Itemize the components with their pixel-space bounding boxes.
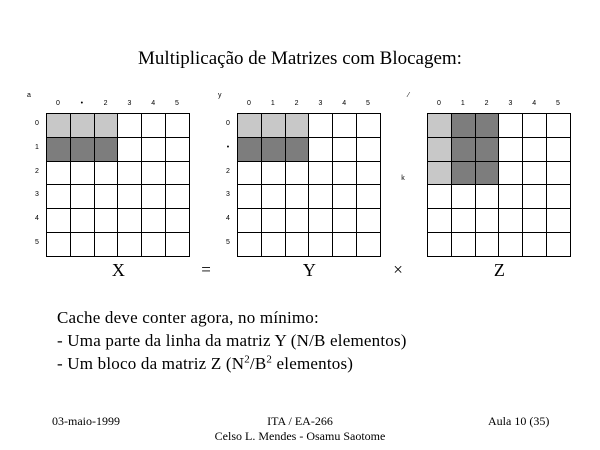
column-index-label: 2 xyxy=(294,100,299,107)
matrix-cell-white xyxy=(333,209,357,233)
row-index-label: 5 xyxy=(226,239,230,246)
matrix-grid xyxy=(237,113,381,257)
matrix-cell-white xyxy=(476,185,500,209)
matrix-cell-white xyxy=(118,185,142,209)
column-index-label: 0 xyxy=(56,100,60,107)
matrix-cell-white xyxy=(309,185,333,209)
matrix-cell-white xyxy=(357,233,381,257)
matrix-cell-dark xyxy=(262,138,286,162)
column-index-label: 5 xyxy=(556,100,560,107)
matrix-cell-light xyxy=(71,114,95,138)
matrix-cell-dark xyxy=(452,114,476,138)
column-index-label: 3 xyxy=(127,100,132,107)
matrix-cell-white xyxy=(166,114,190,138)
matrix-cell-light xyxy=(262,114,286,138)
row-index-label: 2 xyxy=(226,167,230,175)
matrix-cell-white xyxy=(452,185,476,209)
footer-lesson: Aula 10 (35) xyxy=(488,414,550,428)
row-index-label: • xyxy=(226,143,230,151)
matrix-cell-white xyxy=(286,162,310,186)
matrix-cell-dark xyxy=(286,138,310,162)
matrix-cell-light xyxy=(238,114,262,138)
matrix-cell-white xyxy=(286,209,310,233)
matrix-cell-white xyxy=(333,233,357,257)
matrix-cell-white xyxy=(71,233,95,257)
matrix-cell-white xyxy=(547,162,571,186)
matrix-cell-white xyxy=(333,185,357,209)
matrix-cell-white xyxy=(547,114,571,138)
exponent-b: 2 xyxy=(266,353,273,366)
matrix-cell-white xyxy=(95,185,119,209)
matrix-cell-dark xyxy=(476,162,500,186)
matrix-cell-white xyxy=(238,185,262,209)
column-index-label: 2 xyxy=(484,100,489,107)
matrix-corner-mark: a xyxy=(27,92,31,99)
matrix-cell-white xyxy=(357,162,381,186)
matrix-cell-white xyxy=(142,209,166,233)
footer-date: 03-maio-1999 xyxy=(52,414,120,428)
matrix-cell-white xyxy=(142,233,166,257)
column-index-label: 1 xyxy=(270,100,275,107)
matrix-cell-dark xyxy=(476,138,500,162)
row-index-label: 0 xyxy=(226,120,230,127)
matrix-cell-white xyxy=(286,185,310,209)
matrix-cell-white xyxy=(523,185,547,209)
matrix-cell-white xyxy=(166,162,190,186)
column-index-label: 5 xyxy=(175,100,179,107)
matrix-cell-white xyxy=(333,114,357,138)
matrix-cell-dark xyxy=(452,162,476,186)
matrix-cell-white xyxy=(547,233,571,257)
matrix-cell-dark xyxy=(71,138,95,162)
matrix-cell-white xyxy=(452,209,476,233)
matrix-cell-white xyxy=(309,138,333,162)
matrix-cell-white xyxy=(47,233,71,257)
text-line-3-prefix: - Um bloco da matriz Z (N xyxy=(57,354,245,373)
matrix-cell-white xyxy=(95,209,119,233)
matrix-cell-white xyxy=(499,233,523,257)
row-index-label: 5 xyxy=(35,239,39,246)
matrix-cell-white xyxy=(428,233,452,257)
matrix-cell-white xyxy=(357,138,381,162)
matrix-cell-dark xyxy=(452,138,476,162)
matrix-cell-white xyxy=(547,209,571,233)
matrix-label: X xyxy=(111,260,125,280)
matrix-cell-white xyxy=(286,233,310,257)
matrix-cell-light xyxy=(95,114,119,138)
side-index-mark: k xyxy=(401,174,405,182)
matrix-cell-white xyxy=(118,209,142,233)
matrix-grid xyxy=(46,113,190,257)
matrix-cell-white xyxy=(499,114,523,138)
matrix-cell-white xyxy=(523,209,547,233)
text-line-3-suffix: elementos) xyxy=(272,354,354,373)
matrix-label: Y xyxy=(302,260,316,280)
column-index-label: 4 xyxy=(151,100,156,107)
matrix-cell-white xyxy=(357,114,381,138)
row-index-label: 4 xyxy=(226,215,230,223)
matrix-cell-white xyxy=(428,209,452,233)
text-line-1: Cache deve conter agora, no mínimo: xyxy=(57,308,319,327)
matrix-cell-white xyxy=(428,185,452,209)
matrix-corner-mark: y xyxy=(218,92,222,99)
matrix-cell-white xyxy=(142,114,166,138)
column-index-label: 3 xyxy=(508,100,513,107)
matrix-cell-white xyxy=(499,185,523,209)
row-index-label: 3 xyxy=(35,191,39,199)
matrix-cell-white xyxy=(523,233,547,257)
row-index-label: 2 xyxy=(35,167,39,175)
footer-authors: Celso L. Mendes - Osamu Saotome xyxy=(214,429,386,443)
exponent-n: 2 xyxy=(244,353,250,366)
matrix-cell-dark xyxy=(238,138,262,162)
matrix-cell-white xyxy=(262,233,286,257)
text-line-3 xyxy=(57,352,353,375)
matrix-cell-white xyxy=(309,114,333,138)
matrix-cell-white xyxy=(118,114,142,138)
column-index-label: • xyxy=(80,100,84,107)
matrix-cell-white xyxy=(499,138,523,162)
matrix-cell-white xyxy=(523,114,547,138)
matrix-cell-white xyxy=(118,162,142,186)
matrix-cell-white xyxy=(262,185,286,209)
matrix-cell-white xyxy=(47,209,71,233)
matrix-cell-white xyxy=(452,233,476,257)
matrix-cell-white xyxy=(357,185,381,209)
matrix-cell-white xyxy=(523,138,547,162)
matrix-cell-white xyxy=(309,209,333,233)
text-line-3-mid: /B xyxy=(249,354,267,373)
row-index-label: 3 xyxy=(226,191,230,199)
matrix-cell-white xyxy=(47,185,71,209)
matrix-corner-mark: ⁄ xyxy=(408,92,410,99)
row-index-label: 0 xyxy=(35,120,39,127)
matrix-cell-light xyxy=(428,162,452,186)
matrix-cell-dark xyxy=(476,114,500,138)
column-index-label: 1 xyxy=(460,100,465,107)
row-index-label: 4 xyxy=(35,215,39,223)
column-index-label: 4 xyxy=(342,100,347,107)
matrix-cell-light xyxy=(47,114,71,138)
matrix-cell-light xyxy=(286,114,310,138)
matrix-cell-white xyxy=(166,138,190,162)
matrix-cell-white xyxy=(262,162,286,186)
matrix-cell-white xyxy=(476,233,500,257)
matrix-cell-white xyxy=(71,209,95,233)
column-index-label: 5 xyxy=(366,100,370,107)
matrix-cell-dark xyxy=(95,138,119,162)
matrix-cell-white xyxy=(142,185,166,209)
matrix-cell-white xyxy=(262,209,286,233)
matrix-cell-white xyxy=(523,162,547,186)
matrix-cell-white xyxy=(357,209,381,233)
matrix-cell-white xyxy=(142,138,166,162)
matrix-cell-white xyxy=(333,162,357,186)
column-index-label: 3 xyxy=(318,100,323,107)
matrix-cell-white xyxy=(166,233,190,257)
matrix-cell-white xyxy=(118,138,142,162)
matrix-cell-white xyxy=(238,209,262,233)
matrix-cell-white xyxy=(118,233,142,257)
matrix-cell-white xyxy=(309,233,333,257)
matrix-cell-white xyxy=(71,162,95,186)
matrix-cell-white xyxy=(71,185,95,209)
matrix-cell-white xyxy=(238,162,262,186)
matrix-cell-light xyxy=(428,114,452,138)
matrix-cell-dark xyxy=(47,138,71,162)
matrix-grid xyxy=(427,113,571,257)
matrix-cell-white xyxy=(166,185,190,209)
column-index-label: 2 xyxy=(103,100,108,107)
matrix-cell-white xyxy=(309,162,333,186)
matrix-cell-white xyxy=(547,185,571,209)
equals-sign: = xyxy=(201,260,211,279)
matrix-cell-white xyxy=(47,162,71,186)
column-index-label: 4 xyxy=(532,100,537,107)
matrix-cell-white xyxy=(95,162,119,186)
matrix-cell-white xyxy=(238,233,262,257)
column-index-label: 0 xyxy=(247,100,251,107)
column-index-label: 0 xyxy=(437,100,441,107)
matrix-cell-white xyxy=(499,162,523,186)
matrix-cell-white xyxy=(142,162,166,186)
matrix-cell-light xyxy=(428,138,452,162)
matrix-cell-white xyxy=(499,209,523,233)
matrix-cell-white xyxy=(95,233,119,257)
matrix-cell-white xyxy=(333,138,357,162)
matrix-cell-white xyxy=(166,209,190,233)
matrix-cell-white xyxy=(547,138,571,162)
footer-course: ITA / EA-266 xyxy=(267,414,333,428)
times-sign: × xyxy=(393,260,403,279)
matrix-label: Z xyxy=(493,260,505,280)
text-line-2: - Uma parte da linha da matriz Y (N/B elementos) xyxy=(57,331,407,350)
slide-title: Multiplicação de Matrizes com Blocagem: xyxy=(138,48,462,69)
row-index-label: 1 xyxy=(35,143,39,151)
matrix-cell-white xyxy=(476,209,500,233)
